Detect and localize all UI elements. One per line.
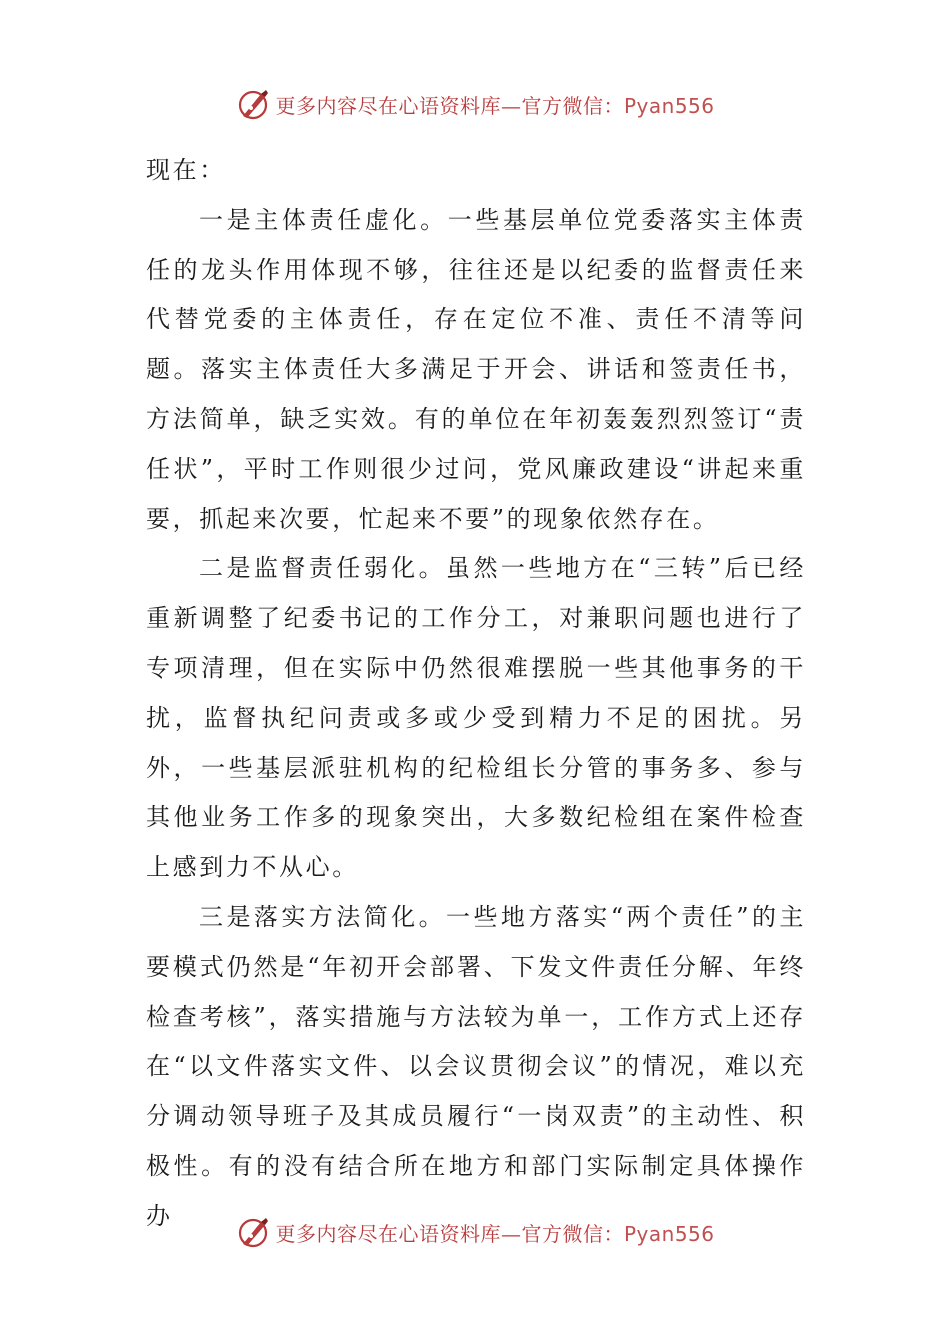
footer-brand-text: 更多内容尽在心语资料库 [275,1221,501,1246]
header-separator: — [500,93,522,118]
pen-circle-logo-icon [235,86,271,122]
pen-circle-logo-icon [235,1214,271,1250]
footer-separator: — [500,1221,522,1246]
header-brand-text: 更多内容尽在心语资料库 [275,93,501,118]
document-body [146,146,806,1242]
footer-wechat-label: 官方微信： [521,1221,624,1246]
paragraph-continuation: 现在： [146,156,226,184]
paragraph-supervision-responsibility: 二是监督责任弱化。虽然一些地方在“三转”后已经重新调整了纪委书记的工作分工，对兼职问题也进行了专项清理，但在实际中仍然很难摆脱一些其他事务的干扰，监督执纪问责或多或少受到精力不足的困扰。另外，一些基层派驻机构的纪检组长分管的事务多、参与其他业务工作多的现象突出，大多数纪检组在案件检查上感到力不从心。 [146,554,806,882]
header-banner [0,84,950,124]
header-brand [275,90,714,119]
paragraph-implementation-method: 三是落实方法简化。一些地方落实“两个责任”的主要模式仍然是“年初开会部署、下发文件责任分解、年终检查考核”，落实措施与方法较为单一，工作方式上还存在“以文件落实文件、以会议贯彻会议”的情况，难以充分调动领导班子及其成员履行“一岗双责”的主动性、积极性。有的没有结合所在地方和部门实际制定具体操作办 [146,902,806,1230]
paragraph-main-responsibility: 一是主体责任虚化。一些基层单位党委落实主体责任的龙头作用体现不够，往往还是以纪委的监督责任来代替党委的主体责任，存在定位不准、责任不清等问题。落实主体责任大多满足于开会、讲话和签责任书，方法简单，缺乏实效。有的单位在年初轰轰烈烈签订“责任状”，平时工作则很少过问，党风廉政建设“讲起来重要，抓起来次要，忙起来不要”的现象依然存在。 [146,205,806,533]
footer-brand [275,1218,714,1247]
header-wechat-id: Pyan556 [623,93,715,118]
header-wechat-label: 官方微信： [521,93,624,118]
footer-wechat-id: Pyan556 [623,1221,715,1246]
footer-banner [0,1212,950,1252]
